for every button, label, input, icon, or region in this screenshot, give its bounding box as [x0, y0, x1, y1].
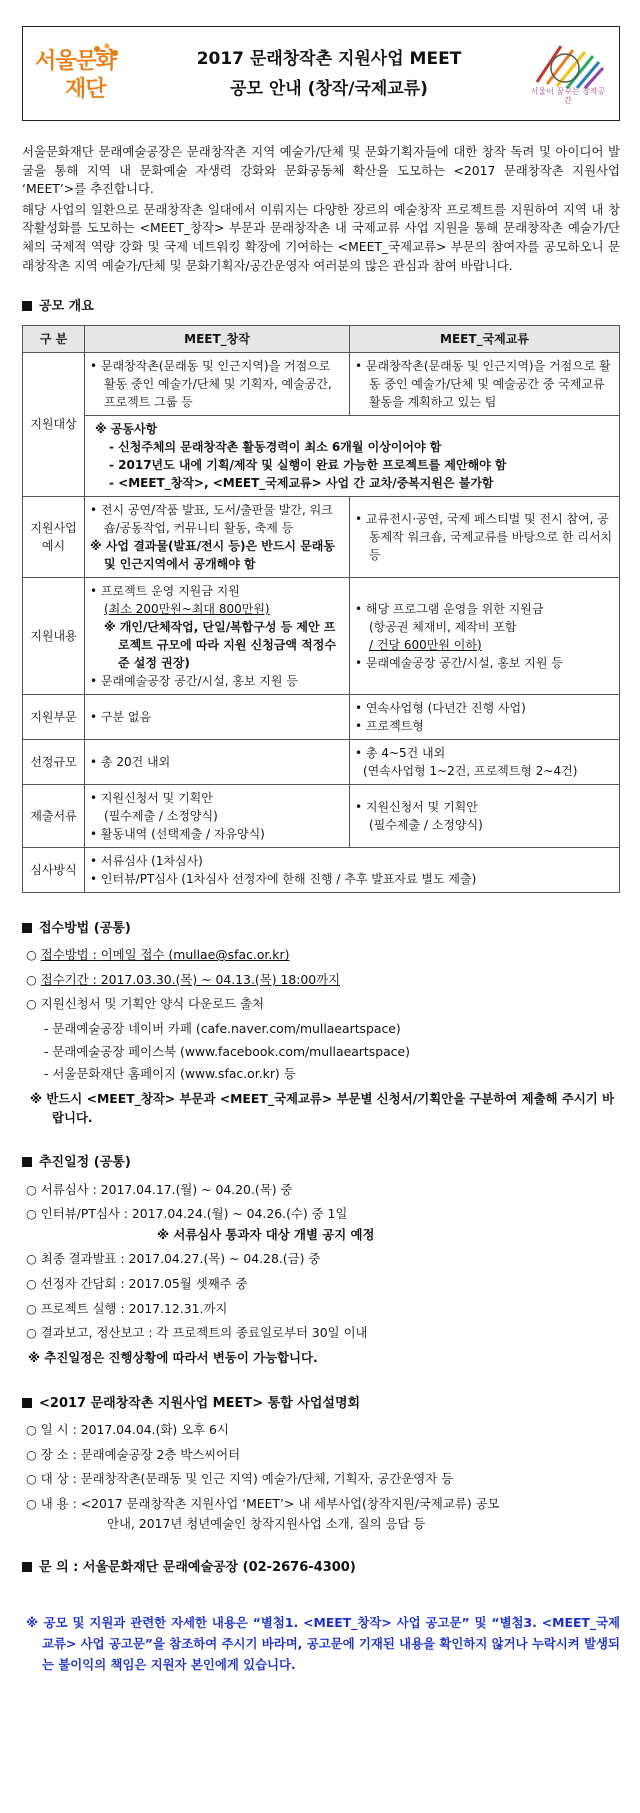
- square-bullet-icon: [22, 1562, 32, 1572]
- schedule-item: ○ 인터뷰/PT심사 : 2017.04.24.(월) ~ 04.26.(수) 중 1일: [26, 1205, 620, 1224]
- schedule-item: ○ 프로젝트 실행 : 2017.12.31.까지: [26, 1300, 620, 1319]
- section-title-briefing: <2017 문래창작촌 지원사업 MEET> 통합 사업설명회: [22, 1394, 620, 1414]
- schedule-item: ○ 서류심사 : 2017.04.17.(월) ~ 04.20.(목) 중: [26, 1181, 620, 1200]
- cell-content-intl: • 해당 프로그램 운영을 위한 지원금 (항공권 체재비, 제작비 포함 / 건당 600만원 이하) • 문래예술공장 공간/시설, 홍보 지원 등: [350, 577, 620, 694]
- logo-text-1: 서울문화: [35, 48, 117, 74]
- square-bullet-icon: [22, 1398, 32, 1408]
- cell-division-creative: • 구분 없음: [85, 694, 350, 739]
- briefing-when: ○ 일 시 : 2017.04.04.(화) 오후 6시: [26, 1421, 620, 1440]
- cell-content-creative: • 프로젝트 운영 지원금 지원 (최소 200만원~최대 800만원) ※ 개인/단체작업, 단일/복합구성 등 제안 프로젝트 규모에 따라 지원 신청금액 적정수준 설정 권장) • 문래예술공장 공간/시설, 홍보 지원 등: [85, 577, 350, 694]
- row-label-scale: 선정규모: [23, 739, 85, 784]
- apply-note: ※ 반드시 <MEET_창작> 부문과 <MEET_국제교류> 부문별 신청서/기획안을 구분하여 제출해 주시기 바랍니다.: [30, 1090, 615, 1125]
- cell-docs-intl: • 지원신청서 및 기획안 (필수제출 / 소정양식): [350, 784, 620, 847]
- notice-title: [131, 44, 527, 104]
- cell-target-intl: • 문래창작촌(문래동 및 인근지역)을 거점으로 활동 중인 예술가/단체 및 예술공간 중 국제교류 활동을 계획하고 있는 팀: [350, 352, 620, 415]
- table-row: [23, 352, 620, 415]
- apply-method: ○ 접수방법 : 이메일 접수 (mullae@sfac.or.kr): [26, 946, 620, 965]
- row-label-content: 지원내용: [23, 577, 85, 694]
- cell-docs-creative: • 지원신청서 및 기획안 (필수제출 / 소정양식) • 활동내역 (선택제출 / 자유양식): [85, 784, 350, 847]
- header-meet-intl: MEET_국제교류: [350, 325, 620, 352]
- download-source-1: - 문래예술공장 네이버 카페 (cafe.naver.com/mullaeartspace): [44, 1021, 401, 1037]
- table-row: [23, 415, 620, 496]
- mullae-logo: [527, 38, 609, 110]
- intro-paragraph-1: 서울문화재단 문래예술공장은 문래창작촌 지역 예술가/단체 및 문화기획자들에 대한 창작 독려 및 아이디어 발굴을 통해 지역 내 문화예술 자생력 강화와 문화공동체 확산을 도모하는 <2017 문래창작촌 지원사업 ‘MEET’>를 추진합니다.: [22, 144, 620, 197]
- row-label-review: 심사방식: [23, 847, 85, 892]
- apply-period: ○ 접수기간 : 2017.03.30.(목) ~ 04.13.(목) 18:00까지: [26, 971, 620, 990]
- sfac-logo: [31, 39, 131, 109]
- apply-download: ○ 지원신청서 및 기획안 양식 다운로드 출처: [26, 995, 620, 1014]
- cell-scale-creative: • 총 20건 내외: [85, 739, 350, 784]
- row-label-docs: 제출서류: [23, 784, 85, 847]
- table-row: [23, 496, 620, 577]
- briefing-what: ○ 내 용 : <2017 문래창작촌 지원사업 ‘MEET’> 내 세부사업(창작지원/국제교류) 공모: [26, 1495, 620, 1514]
- briefing-what-cont: 안내, 2017년 청년예술인 창작지원사업 소개, 질의 응답 등: [107, 1516, 426, 1532]
- table-row: [23, 577, 620, 694]
- table-row: [23, 694, 620, 739]
- header-category: 구 분: [23, 325, 85, 352]
- cell-scale-intl: • 총 4~5건 내외 (연속사업형 1~2건, 프로젝트형 2~4건): [350, 739, 620, 784]
- table-row: [23, 847, 620, 892]
- table-row: [23, 739, 620, 784]
- section-title-overview: 공모 개요: [22, 297, 620, 317]
- download-source-3: - 서울문화재단 홈페이지 (www.sfac.or.kr) 등: [44, 1066, 296, 1082]
- overview-table: [22, 325, 620, 893]
- download-source-2: - 문래예술공장 페이스북 (www.facebook.com/mullaeartspace): [44, 1043, 410, 1059]
- square-bullet-icon: [22, 1157, 32, 1167]
- table-row: [23, 784, 620, 847]
- table-header-row: [23, 325, 620, 352]
- briefing-who: ○ 대 상 : 문래창작촌(문래동 및 인근 지역) 예술가/단체, 기획자, 공간운영자 등: [26, 1470, 620, 1489]
- square-bullet-icon: [22, 301, 32, 311]
- mullae-logo-caption: 서울이 꿈꾸는 창작공간: [530, 86, 606, 105]
- section-title-schedule: 추진일정 (공통): [22, 1153, 620, 1173]
- briefing-where: ○ 장 소 : 문래예술공장 2층 박스씨어터: [26, 1446, 620, 1465]
- intro-paragraph-2: 해당 사업의 일환으로 문래창작촌 일대에서 이뤄지는 다양한 장르의 예술창작 프로젝트를 지원하여 지역 내 창작활성화를 도모하는 <MEET_창작> 부문과 문래창작촌 내 국제교류 사업 지원을 통해 문래창작촌 예술가/단체의 국제적 역량 강화 및 국제 네트워킹 확장에 기여하는 <MEET_국제교류> 부문의 참여자를 공모하오니 문래창작촌 지역 예술가/단체 및 문화기획자/공간운영자 여러분의 많은 관심과 참여 바랍니다.: [22, 201, 620, 273]
- section-title-apply: 접수방법 (공통): [22, 919, 620, 939]
- notice-header: [22, 26, 620, 121]
- cell-examples-intl: • 교류전시·공연, 국제 페스티벌 및 전시 참여, 공동제작 워크숍, 국제교류를 바탕으로 한 리서치 등: [350, 496, 620, 577]
- mullae-logo-icon: [527, 38, 609, 94]
- contact-line: 문 의 : 서울문화재단 문래예술공장 (02-2676-4300): [22, 1558, 620, 1578]
- cell-review: • 서류심사 (1차심사) • 인터뷰/PT심사 (1차심사 선정자에 한해 진행 / 추후 발표자료 별도 제출): [85, 847, 620, 892]
- title-line-2: 공모 안내 (창작/국제교류): [230, 78, 428, 99]
- square-bullet-icon: [22, 923, 32, 933]
- schedule-note: ※ 추진일정은 진행상황에 따라서 변동이 가능합니다.: [28, 1349, 318, 1365]
- schedule-item: ○ 선정자 간담회 : 2017.05월 셋째주 중: [26, 1275, 620, 1294]
- cell-division-intl: • 연속사업형 (다년간 진행 사업) • 프로젝트형: [350, 694, 620, 739]
- schedule-s2-note: ※ 서류심사 통과자 대상 개별 공지 예정: [157, 1226, 375, 1242]
- title-line-1: 2017 문래창작촌 지원사업 MEET: [196, 48, 462, 69]
- row-label-target: 지원대상: [23, 352, 85, 496]
- cell-target-creative: • 문래창작촌(문래동 및 인근지역)을 거점으로 활동 중인 예술가/단체 및 기획자, 예술공간, 프로젝트 그룹 등: [85, 352, 350, 415]
- schedule-item: ○ 결과보고, 정산보고 : 각 프로젝트의 종료일로부터 30일 이내: [26, 1324, 620, 1343]
- logo-text-2: 재단: [65, 76, 106, 102]
- cell-examples-creative: • 전시 공연/작품 발표, 도서/출판물 발간, 워크숍/공동작업, 커뮤니티 활동, 축제 등 ※ 사업 결과물(발표/전시 등)은 반드시 문래동 및 인근지역에서 공개해야 함: [85, 496, 350, 577]
- intro-text: [22, 143, 620, 275]
- header-meet-creative: MEET_창작: [85, 325, 350, 352]
- schedule-item: ○ 최종 결과발표 : 2017.04.27.(목) ~ 04.28.(금) 중: [26, 1250, 620, 1269]
- cell-target-common: ※ 공동사항 - 신청주체의 문래창작촌 활동경력이 최소 6개월 이상이어야 함 - 2017년도 내에 기획/제작 및 실행이 완료 가능한 프로젝트를 제안해야 함 - <MEET_창작>, <MEET_국제교류> 사업 간 교차/중복지원은 불가함: [85, 415, 620, 496]
- row-label-division: 지원부문: [23, 694, 85, 739]
- final-note: ※ 공모 및 지원과 관련한 자세한 내용은 “별첨1. <MEET_창작> 사업 공고문” 및 “별첨3. <MEET_국제교류> 사업 공고문”을 참조하여 주시기 바라며, 공고문에 기재된 내용을 확인하지 않거나 누락시켜 발생되는 불이익의 책임은 지원자 본인에게 있습니다.: [26, 1614, 620, 1672]
- row-label-examples: 지원사업 예시: [23, 496, 85, 577]
